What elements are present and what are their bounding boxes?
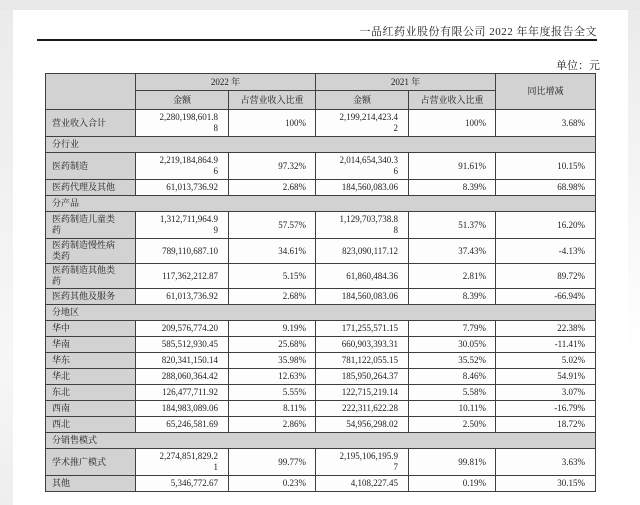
cell-amount-2022: 288,060,364.42 (136, 369, 229, 385)
cell-label: 西南 (46, 401, 136, 417)
cell-proportion-2022: 5.55% (229, 385, 316, 401)
table-row (46, 180, 596, 196)
table-row (46, 369, 596, 385)
cell-yoy-change: 30.15% (496, 476, 596, 492)
cell-proportion-2021: 5.58% (409, 385, 496, 401)
cell-proportion-2022: 2.68% (229, 180, 316, 196)
section-label: 分行业 (46, 137, 596, 153)
cell-yoy-change: 89.72% (496, 264, 596, 289)
cell-amount-2021: 171,255,571.15 (316, 321, 409, 337)
header-amount-2022: 金额 (136, 91, 229, 110)
header-amount-2021: 金额 (316, 91, 409, 110)
cell-proportion-2022: 25.68% (229, 337, 316, 353)
cell-label: 学术推广模式 (46, 449, 136, 476)
cell-label: 东北 (46, 385, 136, 401)
page-left-shade (0, 10, 13, 505)
cell-proportion-2021: 8.39% (409, 289, 496, 305)
cell-amount-2021: 184,560,083.06 (316, 180, 409, 196)
cell-label: 医药制造其他类药 (46, 264, 136, 289)
table-row (46, 337, 596, 353)
cell-yoy-change: 5.02% (496, 353, 596, 369)
cell-proportion-2021: 7.79% (409, 321, 496, 337)
header-year-2022: 2022 年 (136, 74, 316, 91)
table-row (46, 289, 596, 305)
cell-label: 医药其他及服务 (46, 289, 136, 305)
cell-yoy-change: 68.98% (496, 180, 596, 196)
cell-proportion-2021: 10.11% (409, 401, 496, 417)
header-divider (37, 39, 597, 41)
cell-amount-2021: 61,860,484.36 (316, 264, 409, 289)
cell-amount-2022: 65,246,581.69 (136, 417, 229, 433)
cell-proportion-2021: 51.37% (409, 212, 496, 239)
cell-proportion-2022: 5.15% (229, 264, 316, 289)
cell-proportion-2021: 91.61% (409, 153, 496, 180)
header-year-2021: 2021 年 (316, 74, 496, 91)
table-row (46, 476, 596, 492)
unit-label: 单位：元 (556, 60, 600, 72)
cell-proportion-2022: 97.32% (229, 153, 316, 180)
section-label: 分地区 (46, 305, 596, 321)
cell-amount-2022: 1,312,711,964.99 (136, 212, 229, 239)
cell-amount-2021: 222,311,622.28 (316, 401, 409, 417)
cell-amount-2022: 2,219,184,864.96 (136, 153, 229, 180)
cell-yoy-change: 18.72% (496, 417, 596, 433)
table-row (46, 239, 596, 264)
cell-label: 医药制造儿童类药 (46, 212, 136, 239)
cell-proportion-2022: 99.77% (229, 449, 316, 476)
cell-amount-2021: 660,903,393.31 (316, 337, 409, 353)
section-row (46, 433, 596, 449)
page-right-shade (628, 10, 640, 440)
cell-proportion-2021: 35.52% (409, 353, 496, 369)
cell-proportion-2022: 2.86% (229, 417, 316, 433)
table-row (46, 353, 596, 369)
header-proportion-2022: 占营业收入比重 (229, 91, 316, 110)
table-header-row-years (46, 74, 596, 91)
page-top-shade (0, 0, 640, 10)
section-row (46, 305, 596, 321)
table-row (46, 321, 596, 337)
cell-proportion-2021: 0.19% (409, 476, 496, 492)
cell-proportion-2021: 2.50% (409, 417, 496, 433)
cell-yoy-change: -66.94% (496, 289, 596, 305)
cell-proportion-2021: 99.81% (409, 449, 496, 476)
cell-amount-2022: 789,110,687.10 (136, 239, 229, 264)
cell-amount-2022: 184,983,089.06 (136, 401, 229, 417)
cell-proportion-2021: 2.81% (409, 264, 496, 289)
cell-label: 医药制造 (46, 153, 136, 180)
cell-yoy-change: 54.91% (496, 369, 596, 385)
cell-amount-2021: 823,090,117.12 (316, 239, 409, 264)
cell-proportion-2021: 37.43% (409, 239, 496, 264)
cell-label: 华中 (46, 321, 136, 337)
cell-proportion-2021: 30.05% (409, 337, 496, 353)
section-label: 分销售模式 (46, 433, 596, 449)
document-header-title: 一品红药业股份有限公司 2022 年年度报告全文 (359, 26, 597, 38)
cell-proportion-2022: 57.57% (229, 212, 316, 239)
cell-yoy-change: -16.79% (496, 401, 596, 417)
cell-label: 营业收入合计 (46, 110, 136, 137)
section-label: 分产品 (46, 196, 596, 212)
cell-yoy-change: 22.38% (496, 321, 596, 337)
cell-label: 华南 (46, 337, 136, 353)
cell-label: 华东 (46, 353, 136, 369)
cell-proportion-2021: 8.46% (409, 369, 496, 385)
cell-amount-2021: 122,715,219.14 (316, 385, 409, 401)
cell-amount-2021: 1,129,703,738.88 (316, 212, 409, 239)
cell-amount-2021: 2,199,214,423.42 (316, 110, 409, 137)
cell-proportion-2022: 100% (229, 110, 316, 137)
cell-amount-2021: 2,014,654,340.36 (316, 153, 409, 180)
table-row (46, 153, 596, 180)
cell-label: 其他 (46, 476, 136, 492)
cell-amount-2021: 781,122,055.15 (316, 353, 409, 369)
cell-amount-2022: 209,576,774.20 (136, 321, 229, 337)
table-row (46, 449, 596, 476)
cell-proportion-2021: 8.39% (409, 180, 496, 196)
cell-amount-2021: 2,195,106,195.97 (316, 449, 409, 476)
blank-header-cell (46, 74, 136, 110)
table-row (46, 264, 596, 289)
cell-proportion-2022: 0.23% (229, 476, 316, 492)
revenue-breakdown-table (45, 73, 596, 492)
cell-label: 华北 (46, 369, 136, 385)
header-proportion-2021: 占营业收入比重 (409, 91, 496, 110)
cell-yoy-change: 3.68% (496, 110, 596, 137)
cell-label: 医药代理及其他 (46, 180, 136, 196)
table-body (46, 110, 596, 492)
table-row (46, 212, 596, 239)
cell-amount-2022: 61,013,736.92 (136, 180, 229, 196)
cell-amount-2021: 54,956,298.02 (316, 417, 409, 433)
cell-amount-2022: 61,013,736.92 (136, 289, 229, 305)
table-row (46, 110, 596, 137)
cell-yoy-change: 3.07% (496, 385, 596, 401)
header-yoy-change: 同比增减 (496, 74, 596, 110)
table-row (46, 385, 596, 401)
cell-label: 医药制造慢性病类药 (46, 239, 136, 264)
cell-proportion-2021: 100% (409, 110, 496, 137)
cell-amount-2022: 2,280,198,601.88 (136, 110, 229, 137)
cell-amount-2022: 2,274,851,829.21 (136, 449, 229, 476)
cell-amount-2022: 820,341,150.14 (136, 353, 229, 369)
cell-proportion-2022: 8.11% (229, 401, 316, 417)
cell-amount-2021: 184,560,083.06 (316, 289, 409, 305)
cell-proportion-2022: 9.19% (229, 321, 316, 337)
cell-amount-2022: 126,477,711.92 (136, 385, 229, 401)
cell-amount-2022: 585,512,930.45 (136, 337, 229, 353)
table-row (46, 401, 596, 417)
cell-amount-2022: 5,346,772.67 (136, 476, 229, 492)
cell-yoy-change: -11.41% (496, 337, 596, 353)
cell-yoy-change: -4.13% (496, 239, 596, 264)
cell-amount-2021: 185,950,264.37 (316, 369, 409, 385)
section-row (46, 137, 596, 153)
cell-proportion-2022: 35.98% (229, 353, 316, 369)
cell-proportion-2022: 12.63% (229, 369, 316, 385)
cell-amount-2022: 117,362,212.87 (136, 264, 229, 289)
cell-proportion-2022: 2.68% (229, 289, 316, 305)
cell-proportion-2022: 34.61% (229, 239, 316, 264)
cell-yoy-change: 3.63% (496, 449, 596, 476)
section-row (46, 196, 596, 212)
table-row (46, 417, 596, 433)
cell-label: 西北 (46, 417, 136, 433)
cell-yoy-change: 10.15% (496, 153, 596, 180)
cell-yoy-change: 16.20% (496, 212, 596, 239)
cell-amount-2021: 4,108,227.45 (316, 476, 409, 492)
